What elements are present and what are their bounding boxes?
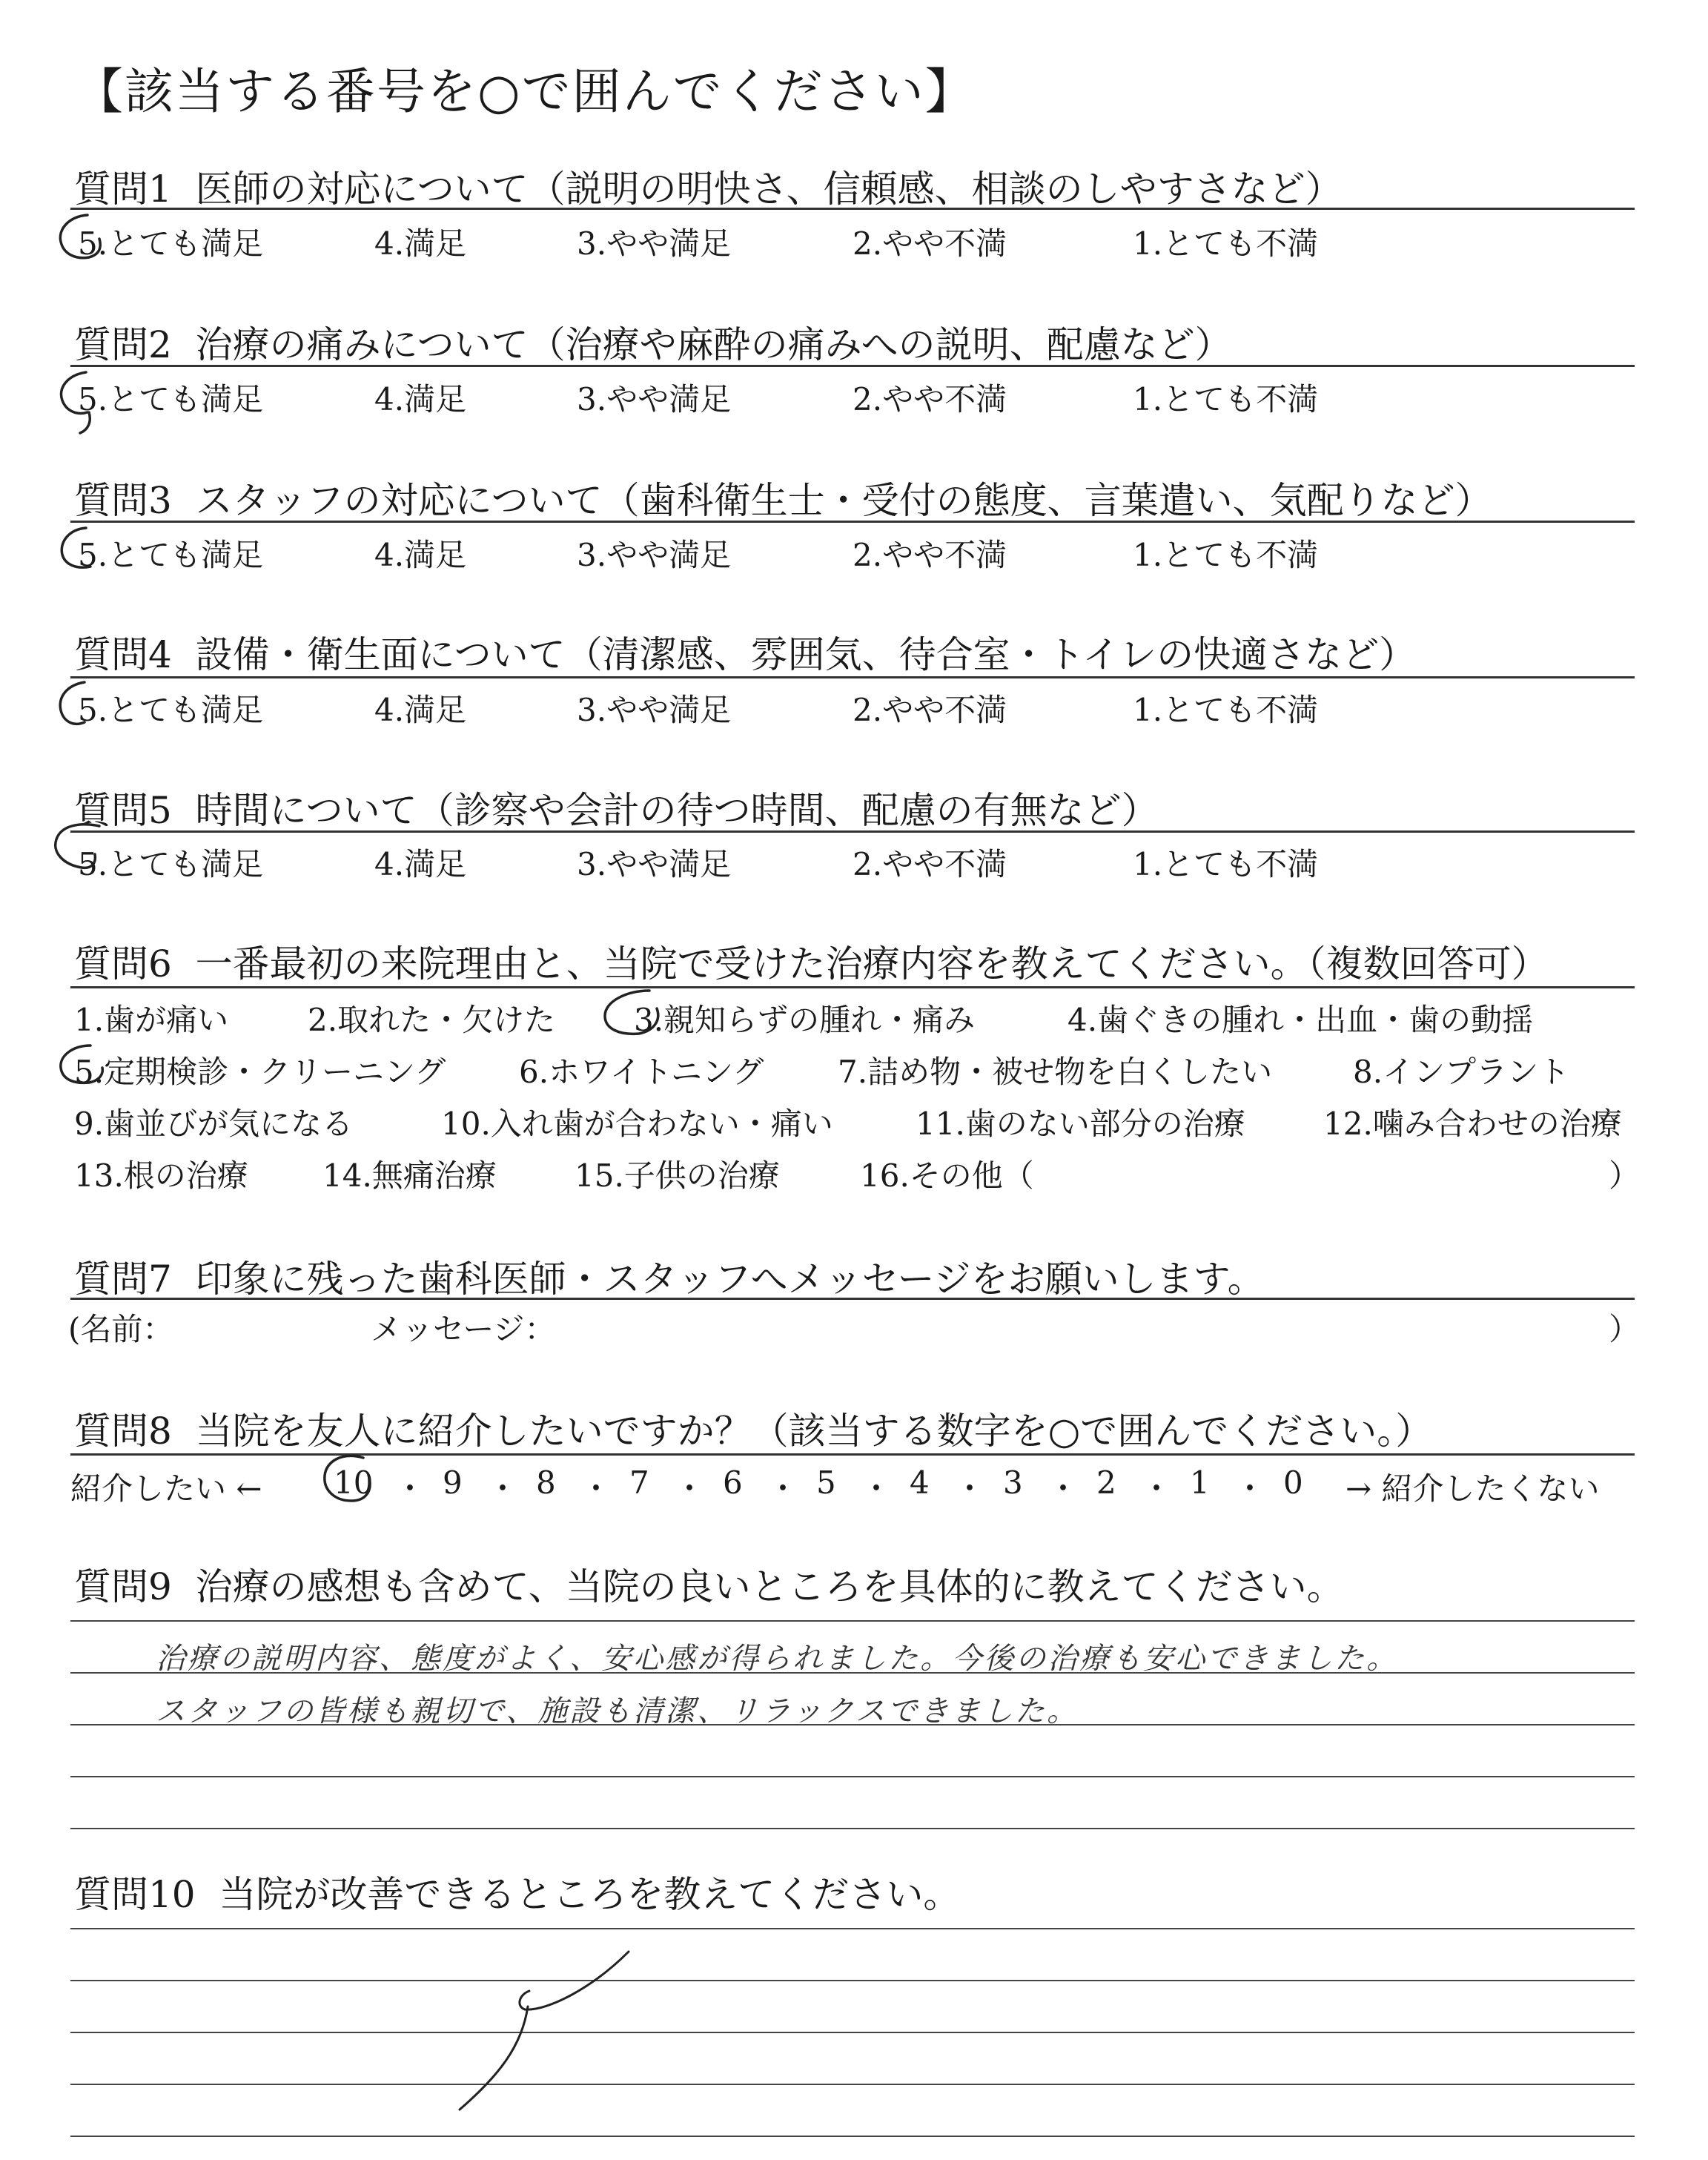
q4-opt-5[interactable]: 5.とても満足 (78, 692, 264, 728)
q8-selection-circle (325, 1456, 370, 1501)
q1-opt-2[interactable]: 2.やや不満 (853, 225, 1007, 262)
q7-name-label: (名前： (68, 1311, 174, 1347)
q8-sep: ・ (954, 1470, 986, 1507)
q4-selection-circle (60, 682, 85, 724)
q8-sep: ・ (1141, 1470, 1173, 1507)
q8-scale-0[interactable]: 0 (1283, 1464, 1303, 1501)
q2-opt-4[interactable]: 4.満足 (374, 381, 467, 417)
q6-opt-15[interactable]: 15.子供の治療 (575, 1157, 780, 1194)
q6-other-close: ） (1609, 1157, 1641, 1194)
q6-opt-13[interactable]: 13.根の治療 (74, 1157, 248, 1194)
q8-sep: ・ (1047, 1470, 1079, 1507)
q9-answer-line-2: スタッフの皆様も親切で、施設も清潔、リラックスできました。 (156, 1694, 1079, 1728)
q6-opt-6[interactable]: 6.ホワイトニング (519, 1054, 764, 1090)
q8-right-label: → 紹介したくない (1345, 1470, 1600, 1507)
q6-opt-5[interactable]: 5.定期検診・クリーニング (74, 1054, 446, 1090)
q10-label: 質問10 (74, 1873, 196, 1916)
q6-opt-12[interactable]: 12.噛み合わせの治療 (1323, 1106, 1622, 1142)
q4-opt-2[interactable]: 2.やや不満 (853, 692, 1007, 728)
q6-opt-11[interactable]: 11.歯のない部分の治療 (916, 1106, 1245, 1142)
q6-opt3-selection-circle (605, 991, 658, 1034)
q3-label: 質問3 (74, 479, 172, 522)
q3-opt-1[interactable]: 1.とても不満 (1133, 537, 1319, 573)
q6-opt-4[interactable]: 4.歯ぐきの腫れ・出血・歯の動揺 (1068, 1002, 1534, 1038)
q6-opt-9[interactable]: 9.歯並びが気になる (74, 1106, 354, 1142)
q6-label: 質問6 (74, 942, 172, 985)
q10-handwritten-mark (460, 1952, 629, 2110)
q1-text: 医師の対応について（説明の明快さ、信頼感、相談のしやすさなど） (195, 168, 1343, 211)
q9-label: 質問9 (74, 1565, 172, 1608)
q4-opt-1[interactable]: 1.とても不満 (1133, 692, 1319, 728)
q7-message-label: メッセージ： (371, 1311, 556, 1347)
q6-opt-10[interactable]: 10.入れ歯が合わない・痛い (441, 1106, 833, 1142)
q3-opt-4[interactable]: 4.満足 (374, 537, 467, 573)
q3-selection-circle (62, 528, 90, 567)
q8-left-label: 紹介したい ← (70, 1470, 262, 1507)
q6-opt-16[interactable]: 16.その他（ (860, 1157, 1034, 1194)
q6-opt-8[interactable]: 8.インプラント (1353, 1054, 1570, 1090)
q2-selection-circle (61, 372, 90, 433)
q3-opt-2[interactable]: 2.やや不満 (853, 537, 1007, 573)
q6-opt-1[interactable]: 1.歯が痛い (74, 1002, 229, 1038)
q4-opt-3[interactable]: 3.やや満足 (577, 692, 732, 728)
q8-scale-4[interactable]: 4 (910, 1464, 930, 1501)
q5-opt-1[interactable]: 1.とても不満 (1133, 846, 1319, 882)
q3-opt-5[interactable]: 5.とても満足 (78, 537, 264, 573)
q1-opt-3[interactable]: 3.やや満足 (577, 225, 732, 262)
q5-opt-5[interactable]: 5.とても満足 (78, 846, 264, 882)
q6-opt-7[interactable]: 7.詰め物・被せ物を白くしたい (838, 1054, 1273, 1090)
q8-sep: ・ (767, 1470, 799, 1507)
form-title: 【該当する番号を○で囲んでください】 (74, 63, 976, 120)
q8-sep: ・ (861, 1470, 893, 1507)
q8-scale-8[interactable]: 8 (536, 1464, 556, 1501)
q2-label: 質問2 (74, 323, 172, 366)
q2-opt-1[interactable]: 1.とても不満 (1133, 381, 1319, 417)
q9-answer-line-1: 治療の説明内容、態度がよく、安心感が得られました。今後の治療も安心できました。 (156, 1642, 1399, 1676)
q3-text: スタッフの対応について（歯科衛生士・受付の態度、言葉遣い、気配りなど） (195, 479, 1492, 522)
q6-text: 一番最初の来院理由と、当院で受けた治療内容を教えてください。（複数回答可） (195, 942, 1549, 985)
q8-scale-3[interactable]: 3 (1003, 1464, 1023, 1501)
q8-scale-6[interactable]: 6 (723, 1464, 743, 1501)
q6-opt-3[interactable]: 3.親知らずの腫れ・痛み (634, 1002, 976, 1038)
q1-opt-1[interactable]: 1.とても不満 (1133, 225, 1319, 262)
q9-text: 治療の感想も含めて、当院の良いところを具体的に教えてください。 (195, 1565, 1344, 1608)
q8-scale-7[interactable]: 7 (629, 1464, 649, 1501)
q4-opt-4[interactable]: 4.満足 (374, 692, 467, 728)
q5-opt-4[interactable]: 4.満足 (374, 846, 467, 882)
q5-text: 時間について（診察や会計の待つ時間、配慮の有無など） (195, 789, 1159, 832)
q2-opt-5[interactable]: 5.とても満足 (78, 381, 264, 417)
q7-close-paren: ） (1609, 1311, 1641, 1347)
q5-opt-3[interactable]: 3.やや満足 (577, 846, 732, 882)
q4-label: 質問4 (74, 633, 172, 676)
q2-opt-2[interactable]: 2.やや不満 (853, 381, 1007, 417)
q7-label: 質問7 (74, 1258, 172, 1301)
q2-text: 治療の痛みについて（治療や麻酔の痛みへの説明、配慮など） (195, 323, 1232, 366)
q7-text: 印象に残った歯科医師・スタッフへメッセージをお願いします。 (195, 1258, 1265, 1301)
q3-opt-3[interactable]: 3.やや満足 (577, 537, 732, 573)
q4-text: 設備・衛生面について（清潔感、雰囲気、待合室・トイレの快適さなど） (195, 633, 1417, 676)
q1-label: 質問1 (74, 168, 172, 211)
q6-opt5-selection-circle (61, 1046, 102, 1083)
q8-sep: ・ (674, 1470, 706, 1507)
q1-opt-4[interactable]: 4.満足 (374, 225, 467, 262)
q10-text: 当院が改善できるところを教えてください。 (219, 1873, 961, 1916)
q6-opt-14[interactable]: 14.無痛治療 (322, 1157, 497, 1194)
q1-opt-5[interactable]: 5.とても満足 (78, 225, 264, 262)
q1-selection-circle (60, 215, 100, 258)
q6-opt-2[interactable]: 2.取れた・欠けた (308, 1002, 556, 1038)
q2-opt-3[interactable]: 3.やや満足 (577, 381, 732, 417)
q8-label: 質問8 (74, 1410, 172, 1453)
q8-scale-5[interactable]: 5 (816, 1464, 836, 1501)
q8-sep: ・ (1234, 1470, 1266, 1507)
q8-text: 当院を友人に紹介したいですか？（該当する数字を○で囲んでください。） (195, 1410, 1433, 1453)
q8-scale-2[interactable]: 2 (1096, 1464, 1116, 1501)
q5-opt-2[interactable]: 2.やや不満 (853, 846, 1007, 882)
q8-scale-9[interactable]: 9 (443, 1464, 463, 1501)
q8-scale-1[interactable]: 1 (1190, 1464, 1210, 1501)
q5-label: 質問5 (74, 789, 172, 832)
q8-sep: ・ (394, 1470, 426, 1507)
q8-sep: ・ (487, 1470, 519, 1507)
q8-sep: ・ (580, 1470, 612, 1507)
q8-scale-10[interactable]: 10 (334, 1464, 374, 1501)
q5-selection-circle (56, 825, 99, 868)
